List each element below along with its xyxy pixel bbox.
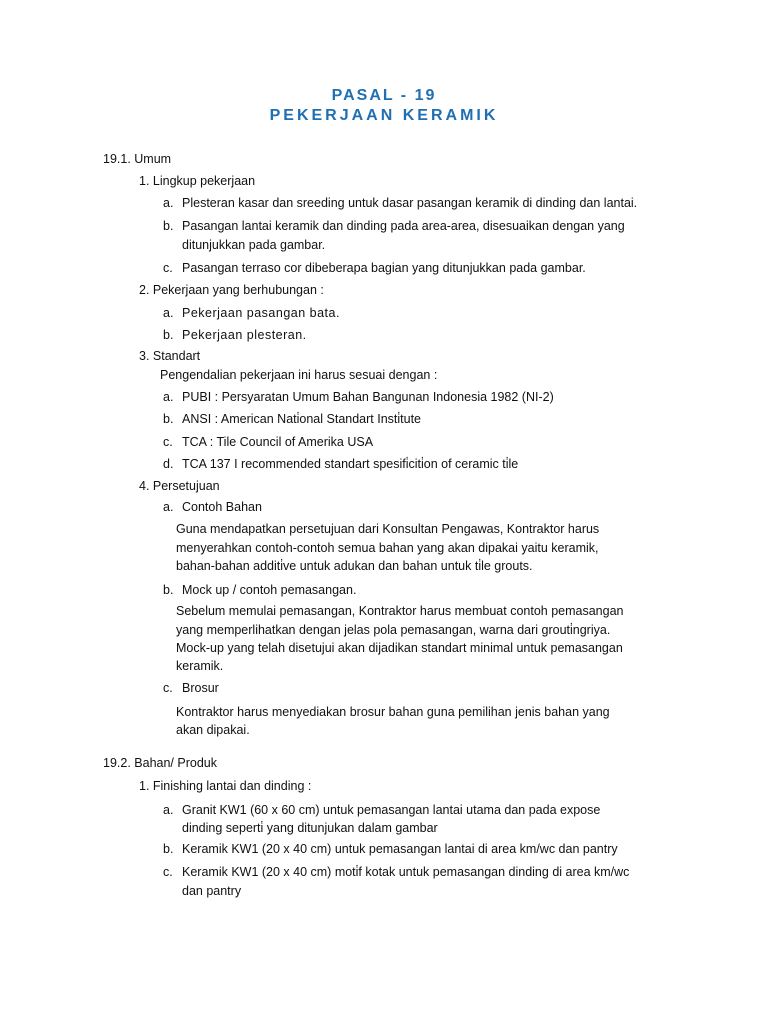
list-item: Pasangan lantai keramik dan dinding pada area-area, disesuaikan dengan yang (182, 219, 625, 233)
list-marker: a. (163, 803, 174, 817)
list-marker: c. (163, 681, 173, 695)
list-item: Contoh Bahan (182, 500, 262, 514)
paragraph-line: Mock-up yang telah disetujui akan dijadikan standart minimal untuk pemasangan (176, 641, 623, 655)
paragraph-line: menyerahkan contoh-contoh semua bahan yang akan dipakai yaitu keramik, (176, 541, 599, 555)
list-marker: c. (163, 435, 173, 449)
paragraph-line: yang memperlihatkan dengan jelas pola pemasangan, warna dari grouti̇ngriya. (176, 623, 611, 637)
paragraph-line: Kontraktor harus menyediakan brosur bahan guna pemilihan jenis bahan yang (176, 705, 610, 719)
list-item: TCA : Tile Council of Amerika USA (182, 435, 374, 449)
list-item: Keramik KW1 (20 x 40 cm) moti̇f kotak untuk pemasangan dinding di area km/wc (182, 865, 630, 879)
list-marker: b. (163, 583, 174, 597)
item-persetujuan: 4. Persetujuan (139, 479, 220, 493)
paragraph-line: akan dipakai. (176, 723, 250, 737)
list-marker: b. (163, 219, 174, 233)
section-heading-bahan-produk: 19.2. Bahan/ Produk (103, 756, 217, 770)
item-finishing: 1. Finishing lantai dan dinding : (139, 779, 312, 793)
list-marker: b. (163, 328, 174, 342)
paragraph-line: bahan-bahan additi̇ve untuk adukan dan bahan untuk ti̇le grouts. (176, 559, 533, 573)
list-item: ANSI : American Nati̇onal Standart Insti̇tute (182, 412, 422, 426)
list-marker: c. (163, 865, 173, 879)
list-marker: d. (163, 457, 174, 471)
list-item-continuation: dan pantry (182, 884, 242, 898)
list-item: TCA 137 I recommended standart spesifi̇citi̇on of ceramic ti̇le (182, 457, 519, 471)
list-marker: a. (163, 196, 174, 210)
list-item-continuation: ditunjukkan pada gambar. (182, 238, 326, 252)
list-item: Pasangan terraso cor dibeberapa bagian yang ditunjukkan pada gambar. (182, 261, 586, 275)
list-marker: a. (163, 500, 174, 514)
list-item: Pekerjaan plesteran. (182, 328, 307, 342)
paragraph-line: Guna mendapatkan persetujuan dari Konsultan Pengawas, Kontraktor harus (176, 522, 600, 536)
list-item: PUBI : Persyaratan Umum Bahan Bangunan Indonesia 1982 (NI-2) (182, 390, 554, 404)
section-heading-umum: 19.1. Umum (103, 152, 172, 166)
chapter-title: PASAL - 19 (331, 87, 437, 104)
standart-intro: Pengendalian pekerjaan ini harus sesuai dengan : (160, 368, 438, 382)
list-marker: b. (163, 842, 174, 856)
item-lingkup-pekerjaan: 1. Lingkup pekerjaan (139, 174, 256, 188)
list-marker: a. (163, 390, 174, 404)
chapter-subtitle: PEKERJAAN KERAMIK (269, 107, 499, 124)
list-item: Plesteran kasar dan sreeding untuk dasar pasangan keramik di dinding dan lantai. (182, 196, 638, 210)
paragraph-line: Sebelum memulai pemasangan, Kontraktor harus membuat contoh pemasangan (176, 604, 624, 618)
list-item: Keramik KW1 (20 x 40 cm) untuk pemasangan lantai di area km/wc dan pantry (182, 842, 618, 856)
list-item: Brosur (182, 681, 219, 695)
list-marker: a. (163, 306, 174, 320)
list-item: Granit KW1 (60 x 60 cm) untuk pemasangan lantai utama dan pada expose (182, 803, 601, 817)
paragraph-line: keramik. (176, 659, 224, 673)
list-marker: c. (163, 261, 173, 275)
item-pekerjaan-berhubungan: 2. Pekerjaan yang berhubungan : (139, 283, 324, 297)
list-item-continuation: dinding seperti̇ yang ditunjukan dalam gambar (182, 821, 438, 835)
list-item: Pekerjaan pasangan bata. (182, 306, 340, 320)
list-item: Mock up / contoh pemasangan. (182, 583, 357, 597)
list-marker: b. (163, 412, 174, 426)
item-standart: 3. Standart (139, 349, 201, 363)
